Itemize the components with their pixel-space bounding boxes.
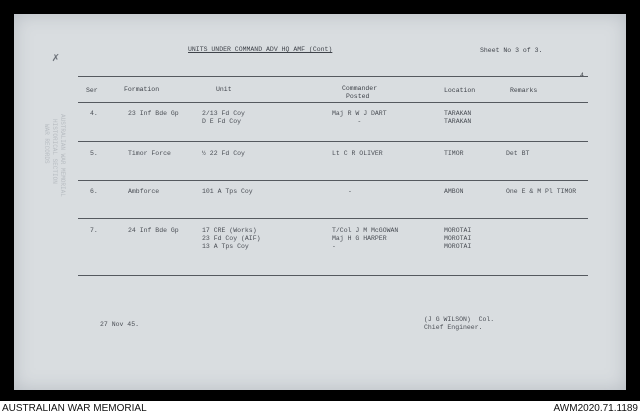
row-remarks: One E & M Pl TIMOR <box>506 188 577 195</box>
row-ser: 6. <box>90 188 98 195</box>
header-rule-top <box>78 76 588 77</box>
row-commander: Lt C R OLIVER <box>332 150 383 157</box>
col-header-ser: Ser <box>86 87 98 94</box>
row-ser: 7. <box>90 227 98 234</box>
header-rule-bottom <box>78 102 588 103</box>
row-formation: 24 Inf Bde Gp <box>128 227 179 234</box>
row-formation: Timor Force <box>128 150 171 157</box>
col-header-formation: Formation <box>124 86 160 93</box>
row-commander: Maj R W J DART - <box>332 110 387 125</box>
stamp-line: WAR RECORDS <box>43 124 50 164</box>
col-header-location: Location <box>444 87 476 94</box>
table-rule-bottom <box>78 275 588 276</box>
row-location: MOROTAI MOROTAI MOROTAI <box>444 227 472 250</box>
col-header-remarks: Remarks <box>510 87 538 94</box>
signature-block: (J G WILSON) Col. Chief Engineer. <box>424 316 495 331</box>
stamp-line: AUSTRALIAN WAR MEMORIAL <box>59 114 66 197</box>
row-unit: 101 A Tps Coy <box>202 188 253 195</box>
col-header-posted: Posted <box>346 93 370 100</box>
row-unit: 2/13 Fd Coy D E Fd Coy <box>202 110 245 125</box>
sheet-number: Sheet No 3 of 3. <box>480 47 543 54</box>
row-location: TARAKAN TARAKAN <box>444 110 472 125</box>
row-remarks: Det BT <box>506 150 530 157</box>
row-location: TIMOR <box>444 150 464 157</box>
footer-institution: AUSTRALIAN WAR MEMORIAL <box>2 403 147 414</box>
stamp-line: HISTORICAL SECTION <box>51 119 58 184</box>
document-page <box>14 14 626 390</box>
col-header-unit: Unit <box>216 86 232 93</box>
row-rule <box>78 141 588 142</box>
row-unit: ½ 22 Fd Coy <box>202 150 245 157</box>
row-ser: 5. <box>90 150 98 157</box>
archive-footer <box>0 401 640 416</box>
row-formation: 23 Inf Bde Gp <box>128 110 179 117</box>
document-title: UNITS UNDER COMMAND ADV HQ AMF (Cont) <box>188 46 333 53</box>
row-location: AMBON <box>444 188 464 195</box>
row-rule <box>78 180 588 181</box>
row-unit: 17 CRE (Works) 23 Fd Coy (AIF) 13 A Tps Coy <box>202 227 261 250</box>
row-commander: T/Col J M McGOWAN Maj H G HARPER - <box>332 227 399 250</box>
row-rule <box>78 218 588 219</box>
footer-accession-number: AWM2020.71.1189 <box>553 403 638 414</box>
col-header-commander: Commander <box>342 85 378 92</box>
row-ser: 4. <box>90 110 98 117</box>
row-formation: Ambforce <box>128 188 160 195</box>
row-commander: - <box>348 188 352 195</box>
handwritten-mark-icon: ✗ <box>52 51 60 65</box>
document-date: 27 Nov 45. <box>100 321 140 328</box>
